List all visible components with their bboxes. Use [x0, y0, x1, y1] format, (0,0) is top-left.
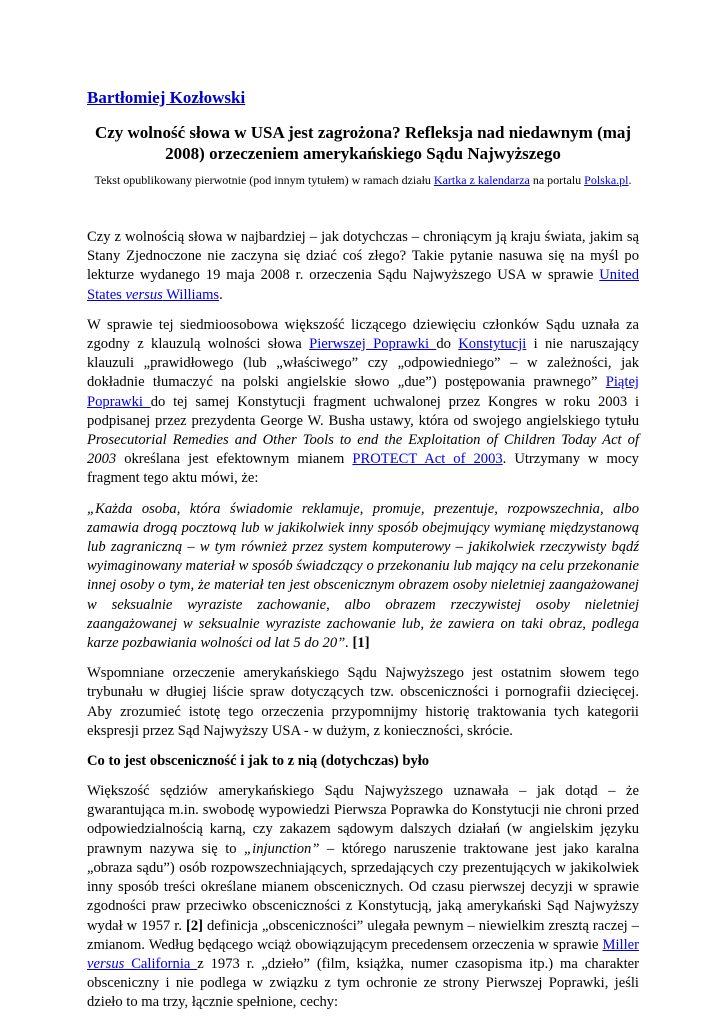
link-versus: versus	[87, 955, 125, 972]
history-text-3: definicja „obsceniczności” ulegała pewnym – niewielkim zresztą raczej – zmianom. Według będącego wciąż obowiązującym precedensem orzeczenia w sprawie	[87, 917, 639, 953]
kartka-z-kalendarza-link[interactable]: Kartka z kalendarza	[433, 173, 530, 187]
link-text-part: California	[124, 955, 198, 972]
section-heading: Co to jest obsceniczność i jak to z nią (dotychczas) było	[87, 753, 430, 770]
history-text-4: z 1973 r. „dzieło” (film, książka, numer czasopisma itp.) ma charakter obsceniczny i nie podlega w związku z tym ochronie ze strony Pierwszej Poprawki, jeśli dzieło to ma trzy, łącznie spełnione, cechy:	[87, 955, 639, 1011]
link-text-part: United States	[87, 267, 639, 303]
document-page	[87, 78, 639, 1024]
article-title: Czy wolność słowa w USA jest zagrożona? Refleksja nad niedawnym (maj 2008) orzeczeniem amerykańskiego Sądu Najwyższego	[94, 123, 632, 163]
note-suffix: .	[628, 173, 632, 187]
footnote-ref-1[interactable]: [1]	[352, 635, 370, 652]
note-middle: na portalu	[529, 173, 585, 187]
intro-end: .	[219, 286, 223, 303]
protect-act-link[interactable]: PROTECT Act of 2003	[352, 451, 503, 468]
paragraph-history	[87, 782, 639, 1012]
history-text-1: Większość sędziów amerykańskiego Sądu Najwyższego uznawała – jak dotąd – że gwarantująca m.in. swobodę wypowiedzi Pierwsza Poprawka do Konstytucji nie chroni przed odpowiedzialnością karną, czy zakazem sądowym dalszych działań (w angielskim języku prawnym nazywa się to	[87, 783, 639, 857]
polska-pl-link[interactable]: Polska.pl	[584, 173, 629, 187]
ruling-text-1: W sprawie tej siedmioosobowa większość liczącego dziewięciu członków Sądu uznała za zgodny z klauzulą wolności słowa	[87, 316, 639, 353]
author-name[interactable]: Bartłomiej Kozłowski	[87, 88, 246, 107]
ruling-text-4: do tej samej Konstytucji fragment uchwalonej przez Kongres w roku 2003 i podpisanej przez prezydenta George W. Busha ustawy, która od swojego angielskiego tytułu	[87, 393, 640, 429]
ruling-text-3: i nie naruszający klauzuli „prawidłowego (lub „właściwego” czy „odpowiedniego” – w zależności, jak dokładnie tłumaczyć na polski angielskie słowo „due”) postępowania prawnego”	[87, 336, 639, 391]
statute-quote	[87, 500, 639, 654]
note-prefix: Tekst opublikowany pierwotnie (pod innym tytułem) w ramach działu	[94, 173, 434, 187]
injunction-term: „injunction”	[244, 840, 320, 857]
link-text-part: Miller	[602, 936, 639, 953]
paragraph-ruling	[87, 316, 639, 489]
act-full-title: Prosecutorial Remedies and Other Tools to end the Exploitation of Children Today Act of 2003	[87, 432, 639, 468]
ruling-text-6: . Utrzymany w mocy fragment tego aktu mówi, że:	[87, 451, 639, 487]
ruling-text-2: do	[436, 336, 459, 353]
publication-note	[87, 172, 639, 188]
link-versus: versus	[125, 286, 163, 303]
fifth-amendment-link[interactable]: Piątej Poprawki	[87, 374, 639, 410]
intro-text: Czy z wolnością słowa w najbardziej – jak dotychczas – chroniącym ją kraju świata, jakim są Stany Zjednoczone nie zaczyna się dziać coś złego? Takie pytanie nasuwa się na myśl po lekturze wydanego 19 maja 2008 r. orzeczenia Sądu Najwyższego USA w sprawie	[87, 229, 639, 284]
history-text-2: – którego naruszenie traktowane jest jako karalna „obraza sądu”) osób rozpowszechniających, sprzedających czy prezentujących w jakikolwiek inny sposób treści określane mianem obscenicznych. Od czasu pierwszej decyzji w sprawie zgodności praw przeciwko obsceniczności z Konstytucją, jaką amerykański Sąd Najwyższy wydał w 1957 r.	[87, 840, 639, 934]
paragraph-intro	[87, 228, 639, 305]
quote-text: „Każda osoba, która świadomie reklamuje, promuje, prezentuje, rozpowszechnia, albo zamawia drogą pocztową lub w jakikolwiek inny sposób obejmujący wymianę międzystanową lub zagraniczną – w tym również przez system komputerowy – jakikolwiek rzeczywisty bądź wyimaginowany materiał w sposób świadczący o przekonaniu lub mający na celu przekonanie innej osoby o tym, że materiał ten jest obscenicznym obrazem osoby nieletniej zaangażowanej w seksualnie wyraziste zachowanie, albo obrazem rzeczywistej osoby nieletniej zaangażowanej w seksualnie wyraziste zachowanie lub, że zawiera on taki obraz, podlega karze pozbawiania wolności od lat 5 do 20”.	[87, 500, 639, 652]
link-text-part: Williams	[162, 286, 220, 303]
paragraph-context: Wspomniane orzeczenie amerykańskiego Sądu Najwyższego jest ostatnim słowem tego trybunału w długiej liście spraw dotyczących tzw. obsceniczności i pornografii dziecięcej. Aby zrozumieć istotę tego orzeczenia przypomnijmy historię traktowania tych kategorii ekspresji przez Sąd Najwyższy USA - w dużym, z konieczności, skrócie.	[87, 665, 639, 739]
ruling-text-5: określana jest efektownym mianem	[116, 451, 353, 468]
footnote-ref-2[interactable]: [2]	[185, 917, 203, 934]
constitution-link[interactable]: Konstytucji	[458, 336, 527, 353]
first-amendment-link[interactable]: Pierwszej Poprawki	[309, 336, 437, 353]
